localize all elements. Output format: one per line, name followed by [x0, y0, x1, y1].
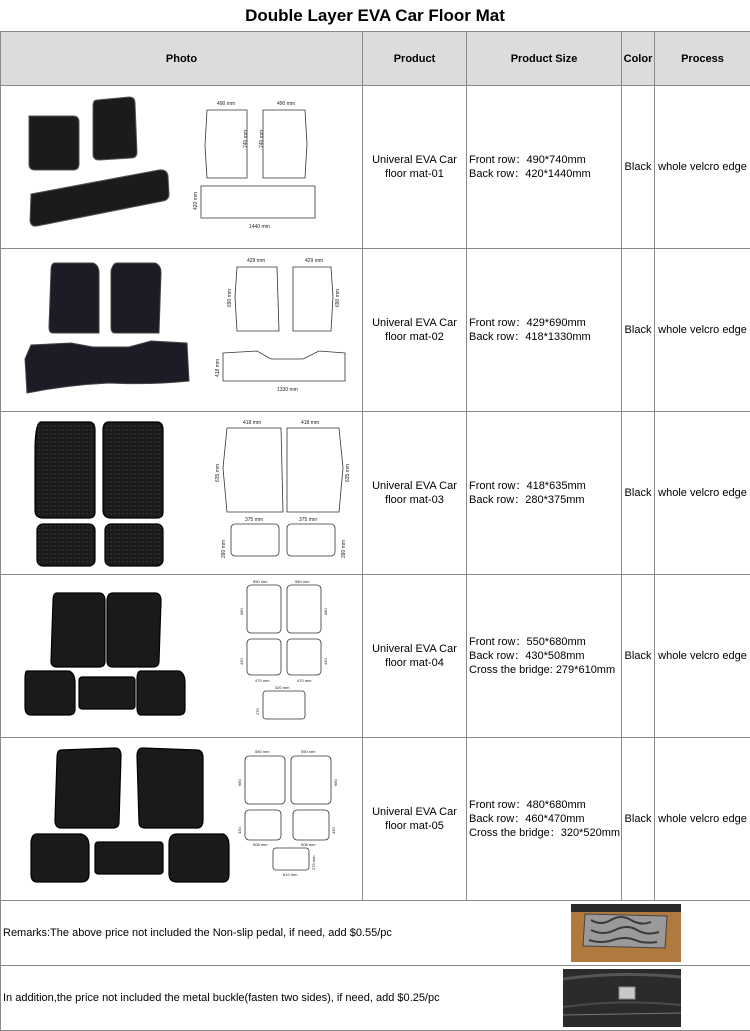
header-process: Process — [655, 32, 750, 86]
size-line: Front row：480*680mm — [469, 799, 586, 811]
table-row — [1, 575, 750, 738]
product-photo-cell — [1, 249, 363, 412]
product-size-cell — [467, 412, 622, 575]
dim-label: 635 mm — [215, 463, 221, 482]
diagram-rear-left — [245, 810, 281, 840]
product-name-line: Univeral EVA Car — [372, 317, 457, 329]
color-cell: Black — [622, 738, 655, 901]
diagram-bridge — [263, 691, 305, 719]
dim-label: 680 — [237, 779, 242, 786]
product-photo-cell — [1, 412, 363, 575]
dim-label: 470 mm — [255, 678, 270, 683]
diagram-rear-left — [247, 639, 281, 675]
dim-label: 635 mm — [345, 463, 351, 482]
product-name-cell — [363, 738, 467, 901]
dim-label: 418 mm — [243, 420, 262, 426]
dim-label: 375 mm — [245, 517, 264, 523]
product-name-line: Univeral EVA Car — [372, 806, 457, 818]
mat-photo-front-left — [29, 116, 79, 170]
dim-label: 470 mm — [297, 678, 312, 683]
table-row — [1, 412, 750, 575]
size-line: Back row：418*1330mm — [469, 331, 591, 343]
product-name-line: Univeral EVA Car — [372, 480, 457, 492]
mat-photo-rear-left — [25, 671, 75, 715]
size-line: Front row：429*690mm — [469, 317, 586, 329]
product-size-cell — [467, 86, 622, 249]
dim-label: 680 — [239, 608, 244, 615]
header-product: Product — [363, 32, 467, 86]
dim-label: 550 mm — [253, 579, 268, 584]
product-name-line: Univeral EVA Car — [372, 154, 457, 166]
color-cell: Black — [622, 412, 655, 575]
diagram-front-left — [247, 585, 281, 633]
dim-label: 610 mm — [283, 872, 298, 877]
mat-05-photo — [1, 738, 363, 901]
size-line: Front row：418*635mm — [469, 480, 586, 492]
mat-photo-front-right — [103, 422, 163, 518]
header-row — [1, 32, 750, 86]
size-line: Cross the bridge: 279*610mm — [469, 664, 616, 676]
dim-label: 420 mm — [193, 191, 199, 210]
diagram-front-left — [235, 267, 279, 331]
process-cell: whole velcro edge — [655, 249, 750, 412]
product-name-line: floor mat-01 — [385, 168, 444, 180]
size-line: Back row：460*470mm — [469, 813, 585, 825]
dim-label: 418 mm — [301, 420, 320, 426]
dim-label: 550 mm — [255, 749, 270, 754]
color-cell: Black — [622, 249, 655, 412]
mat-02-photo — [1, 249, 363, 412]
mat-photo-front-right — [111, 263, 161, 333]
dim-label: 1330 mm — [277, 387, 298, 393]
process-cell: whole velcro edge — [655, 575, 750, 738]
product-photo-cell — [1, 86, 363, 249]
diagram-front-right — [287, 428, 343, 512]
diagram-front-left — [205, 110, 247, 178]
mat-photo-rear — [25, 341, 189, 393]
header-photo: Photo — [1, 32, 363, 86]
mat-photo-rear-right — [137, 671, 185, 715]
product-name-line: floor mat-05 — [385, 820, 444, 832]
dim-label: 418 mm — [215, 358, 221, 377]
diagram-front-right — [287, 585, 321, 633]
mat-photo-front-left — [49, 263, 99, 333]
dim-label: 375 mm — [299, 517, 318, 523]
dim-label: 740 mm — [243, 129, 249, 148]
dim-label: 490 mm — [277, 101, 296, 107]
size-line: Back row：430*508mm — [469, 650, 585, 662]
dim-label: 508 mm — [253, 842, 268, 847]
mat-photo-front-left — [51, 593, 105, 667]
mat-photo-bridge — [95, 842, 163, 874]
dim-label: 490 mm — [217, 101, 236, 107]
product-name-line: floor mat-03 — [385, 494, 444, 506]
dim-label: 1440 mm — [249, 224, 270, 230]
dim-label: 550 mm — [301, 749, 316, 754]
dim-label: 430 — [239, 658, 244, 665]
dim-label: 680 — [323, 608, 328, 615]
table-row — [1, 738, 750, 901]
remark-cell — [1, 966, 750, 1031]
size-line: Back row：280*375mm — [469, 494, 585, 506]
diagram-front-right — [263, 110, 307, 178]
size-line: Front row：550*680mm — [469, 636, 586, 648]
process-cell: whole velcro edge — [655, 412, 750, 575]
process-cell: whole velcro edge — [655, 86, 750, 249]
product-table — [0, 31, 750, 1031]
diagram-rear-left — [231, 524, 279, 556]
dim-label: 320 mm — [275, 685, 290, 690]
page-title: Double Layer EVA Car Floor Mat — [245, 5, 505, 25]
mat-photo-front-left — [35, 422, 95, 518]
product-size-cell — [467, 249, 622, 412]
dim-label: 740 mm — [259, 129, 265, 148]
dim-label: 280 mm — [221, 539, 227, 558]
dim-label: 429 mm — [247, 258, 266, 264]
mat-photo-rear — [30, 170, 169, 226]
header-color: Color — [622, 32, 655, 86]
mat-photo-rear-right — [105, 524, 163, 566]
metal-buckle-photo — [563, 969, 681, 1027]
product-name-cell — [363, 412, 467, 575]
header-size: Product Size — [467, 32, 622, 86]
dim-label: 280 mm — [341, 539, 347, 558]
product-name-cell — [363, 249, 467, 412]
remark-cell — [1, 901, 750, 966]
mat-photo-bridge — [79, 677, 135, 709]
table-row — [1, 86, 750, 249]
diagram-front-left — [223, 428, 283, 512]
mat-01-photo — [1, 86, 363, 249]
dim-label: 550 mm — [295, 579, 310, 584]
color-cell: Black — [622, 575, 655, 738]
product-name-cell — [363, 86, 467, 249]
diagram-front-right — [293, 267, 333, 331]
product-name-line: floor mat-04 — [385, 657, 444, 669]
mat-photo-front-right — [107, 593, 161, 667]
product-name-line: Univeral EVA Car — [372, 643, 457, 655]
mat-photo-front-right — [137, 748, 203, 828]
diagram-rear — [201, 186, 315, 218]
remark-text: In addition,the price not included the metal buckle(fasten two sides), if need, add $0.25/pc — [3, 992, 440, 1004]
product-size-cell — [467, 738, 622, 901]
dim-label: 690 mm — [335, 288, 341, 307]
dim-label: 429 mm — [305, 258, 324, 264]
mat-photo-rear-right — [169, 834, 229, 882]
size-line: Back row：420*1440mm — [469, 168, 591, 180]
dim-label: 430 — [323, 658, 328, 665]
diagram-rear-right — [287, 524, 335, 556]
dim-label: 508 mm — [301, 842, 316, 847]
remark-row — [1, 901, 750, 966]
non-slip-pedal-photo — [571, 904, 681, 962]
mat-03-photo — [1, 412, 363, 575]
dim-label: 430 — [237, 827, 242, 834]
diagram-rear-right — [287, 639, 321, 675]
mat-photo-front-left — [55, 748, 121, 828]
product-size-cell — [467, 575, 622, 738]
color-cell: Black — [622, 86, 655, 249]
diagram-rear-right — [293, 810, 329, 840]
dim-label: 430 — [331, 827, 336, 834]
product-name-line: floor mat-02 — [385, 331, 444, 343]
mat-photo-rear-left — [31, 834, 89, 882]
mat-photo-front-right — [93, 97, 137, 160]
diagram-bridge — [273, 848, 309, 870]
product-name-cell — [363, 575, 467, 738]
diagram-rear — [223, 351, 345, 381]
mat-04-photo — [1, 575, 363, 738]
process-cell: whole velcro edge — [655, 738, 750, 901]
dim-label: 279 mm — [311, 855, 316, 870]
remark-row — [1, 966, 750, 1031]
diagram-front-right — [291, 756, 331, 804]
remark-text: Remarks:The above price not included the Non-slip pedal, if need, add $0.55/pc — [3, 927, 392, 939]
dim-label: 690 mm — [227, 288, 233, 307]
diagram-front-left — [245, 756, 285, 804]
size-line: Front row：490*740mm — [469, 154, 586, 166]
dim-label: 279 — [255, 708, 260, 715]
mat-photo-rear-left — [37, 524, 95, 566]
dim-label: 680 — [333, 779, 338, 786]
product-photo-cell — [1, 575, 363, 738]
table-row — [1, 249, 750, 412]
product-photo-cell — [1, 738, 363, 901]
size-line: Cross the bridge：320*520mm — [469, 827, 621, 839]
